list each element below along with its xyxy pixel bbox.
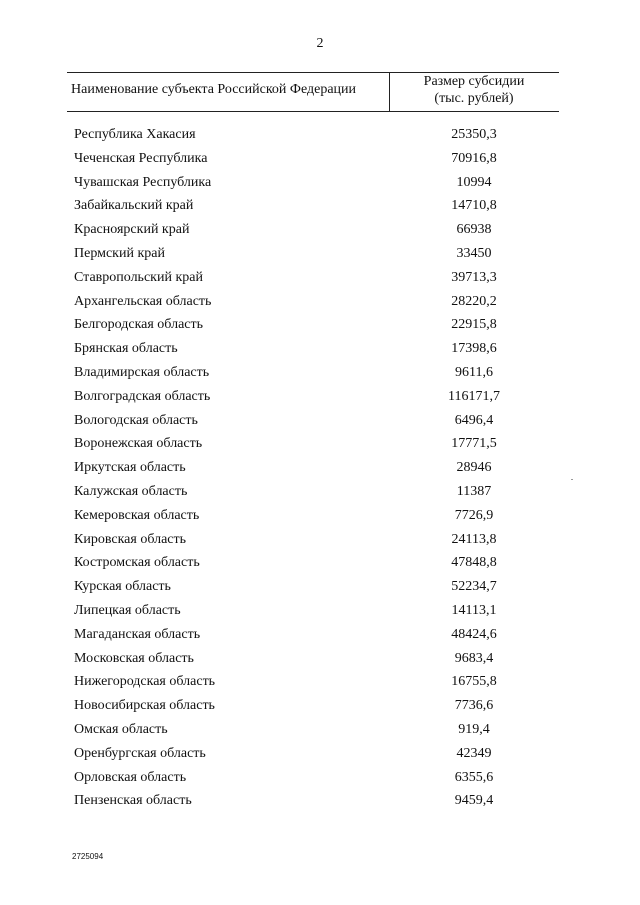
- table-row: [0, 627, 640, 651]
- subsidy-amount: 48424,6: [451, 626, 497, 642]
- subsidy-amount: 47848,8: [451, 555, 497, 571]
- subsidy-amount: 9683,4: [454, 650, 494, 666]
- subject-name: Калужская область: [74, 483, 188, 499]
- table-row: [0, 460, 640, 484]
- table-row: [0, 555, 640, 579]
- subsidy-amount: 39713,3: [451, 269, 497, 285]
- subsidy-amount: 6355,6: [454, 769, 494, 785]
- table-row: [0, 127, 640, 151]
- table-row: [0, 198, 640, 222]
- subsidy-table-body: [0, 127, 640, 817]
- table-row: [0, 436, 640, 460]
- subject-name: Чеченская Республика: [74, 150, 208, 166]
- table-row: [0, 579, 640, 603]
- subsidy-amount: 10994: [456, 174, 492, 190]
- table-row: [0, 698, 640, 722]
- subsidy-amount: 919,4: [458, 721, 490, 737]
- subject-name: Магаданская область: [74, 626, 201, 642]
- column-header-subsidy-line1: Размер субсидии: [423, 74, 525, 89]
- document-code: 2725094: [72, 852, 104, 861]
- subject-name: Иркутская область: [74, 460, 186, 476]
- table-row: [0, 532, 640, 556]
- table-row: [0, 674, 640, 698]
- page-number: 2: [316, 36, 324, 51]
- subject-name: Воронежская область: [74, 436, 203, 452]
- table-row: [0, 151, 640, 175]
- table-row: [0, 603, 640, 627]
- subject-name: Пензенская область: [74, 793, 192, 809]
- subject-name: Вологодская область: [74, 412, 198, 428]
- subject-name: Нижегородская область: [74, 674, 216, 690]
- scan-artifact-dot: [571, 479, 573, 480]
- table-row: [0, 651, 640, 675]
- subject-name: Ставропольский край: [74, 269, 203, 285]
- subsidy-amount: 16755,8: [451, 674, 497, 690]
- subsidy-amount: 14113,1: [451, 602, 497, 618]
- subject-name: Кировская область: [74, 531, 187, 547]
- table-row: [0, 484, 640, 508]
- subject-name: Красноярский край: [74, 222, 190, 238]
- subject-name: Орловская область: [74, 769, 187, 785]
- table-row: [0, 413, 640, 437]
- subsidy-amount: 6496,4: [454, 412, 494, 428]
- subsidy-amount: 7736,6: [454, 698, 494, 714]
- column-header-subject-name: Наименование субъекта Российской Федерации: [71, 82, 357, 97]
- subsidy-amount: 33450: [456, 245, 492, 261]
- subject-name: Оренбургская область: [74, 745, 206, 761]
- subsidy-amount: 25350,3: [451, 127, 497, 142]
- subsidy-amount: 14710,8: [451, 198, 497, 214]
- subsidy-amount: 52234,7: [451, 579, 497, 595]
- table-row: [0, 793, 640, 817]
- subsidy-amount: 66938: [456, 222, 492, 238]
- table-row: [0, 222, 640, 246]
- subsidy-amount: 116171,7: [448, 388, 500, 404]
- subject-name: Московская область: [74, 650, 194, 666]
- table-row: [0, 317, 640, 341]
- table-row: [0, 270, 640, 294]
- subsidy-amount: 9611,6: [455, 364, 493, 380]
- subsidy-amount: 7726,9: [454, 507, 494, 523]
- table-row: [0, 365, 640, 389]
- subsidy-amount: 17771,5: [451, 436, 497, 452]
- subject-name: Чувашская Республика: [74, 174, 212, 190]
- table-row: [0, 389, 640, 413]
- subsidy-amount: 24113,8: [451, 531, 497, 547]
- subsidy-amount: 42349: [456, 745, 492, 761]
- table-row: [0, 175, 640, 199]
- subject-name: Новосибирская область: [74, 698, 215, 714]
- table-row: [0, 508, 640, 532]
- subject-name: Владимирская область: [74, 364, 210, 380]
- table-row: [0, 770, 640, 794]
- table-row: [0, 294, 640, 318]
- subject-name: Республика Хакасия: [74, 127, 196, 142]
- subsidy-amount: 22915,8: [451, 317, 497, 333]
- subject-name: Брянская область: [74, 341, 178, 357]
- subject-name: Забайкальский край: [74, 198, 194, 214]
- subject-name: Кемеровская область: [74, 507, 200, 523]
- subject-name: Курская область: [74, 579, 171, 595]
- column-header-subsidy-amount: [389, 73, 559, 107]
- subject-name: Волгоградская область: [74, 388, 211, 404]
- table-row: [0, 246, 640, 270]
- subsidy-amount: 17398,6: [451, 341, 497, 357]
- subsidy-amount: 28220,2: [451, 293, 497, 309]
- subject-name: Омская область: [74, 721, 168, 737]
- table-header-bottom-rule: [67, 111, 559, 112]
- subsidy-amount: 70916,8: [451, 150, 497, 166]
- subject-name: Костромская область: [74, 555, 200, 571]
- subsidy-amount: 9459,4: [454, 793, 494, 809]
- column-header-subsidy-line2: (тыс. рублей): [434, 91, 514, 106]
- table-row: [0, 746, 640, 770]
- subject-name: Белгородская область: [74, 317, 204, 333]
- subject-name: Пермский край: [74, 245, 165, 261]
- subject-name: Архангельская область: [74, 293, 212, 309]
- subsidy-amount: 28946: [456, 460, 492, 476]
- table-row: [0, 722, 640, 746]
- subsidy-amount: 11387: [456, 483, 492, 499]
- table-row: [0, 341, 640, 365]
- subject-name: Липецкая область: [74, 602, 181, 618]
